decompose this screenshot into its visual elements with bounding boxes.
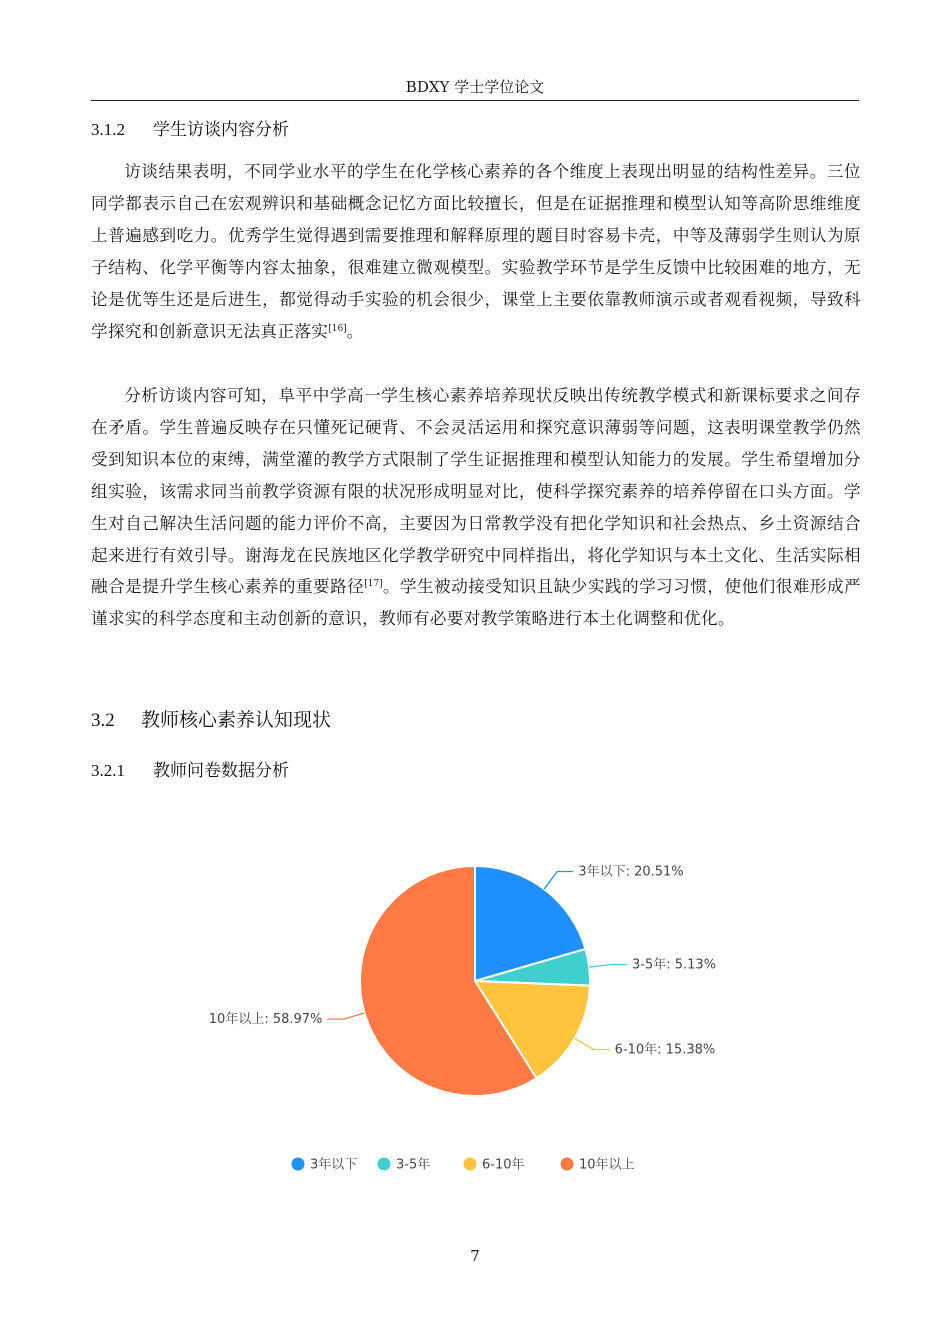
teaching-years-pie-chart: [150, 830, 800, 1190]
citation-16: [16]: [328, 323, 347, 334]
legend-label-2: 3-5年: [396, 1157, 431, 1173]
paragraph-interview-results: [91, 156, 861, 347]
paragraph-text-cont: 。学生被动接受知识且缺少实践的学习习惯，使他们很难形成严谨求实的科学态度和主动创新的意识，教师有必要对教学策略进行本土化调整和优化。: [91, 577, 861, 629]
pie-chart-svg: [150, 830, 800, 1190]
data-label-2: 3-5年: 5.13%: [632, 957, 717, 973]
section-heading-3-2-1: [91, 759, 289, 783]
paragraph-text: 分析访谈内容可知，阜平中学高一学生核心素养培养现状反映出传统教学模式和新课标要求之间存在矛盾。学生普遍反映存在只懂死记硬背、不会灵活运用和探究意识薄弱等问题，这表明课堂教学仍然受到知识本位的束缚，满堂灌的教学方式限制了学生证据推理和模型认知能力的发展。学生希望增加分组实验，该需求同当前教学资源有限的状况形成明显对比，使科学探究素养的培养停留在口头方面。学生对自己解决生活问题的能力评价不高，主要因为日常教学没有把化学知识和社会热点、乡土资源结合起来进行有效引导。谢海龙在民族地区化学教学研究中同样指出，将化学知识与本土文化、生活实际相融合是提升学生核心素养的重要路径: [91, 386, 861, 597]
legend-label-3: 6-10年: [482, 1157, 525, 1173]
legend-marker-4: [561, 1158, 574, 1171]
section-title: 学生访谈内容分析: [153, 120, 289, 140]
legend-item-3: [292, 1157, 358, 1173]
legend-label-4: 10年以上: [579, 1157, 635, 1173]
legend-item-6-10: [464, 1157, 525, 1173]
legend-marker-3: [464, 1158, 477, 1171]
legend-item-3-5: [378, 1157, 431, 1173]
section-number: 3.2.1: [91, 761, 125, 780]
section-title: 教师核心素养认知现状: [141, 709, 332, 731]
section-number: 3.2: [91, 710, 115, 731]
paragraph-end: 。: [346, 321, 364, 341]
running-header: BDXY 学士学位论文: [405, 78, 545, 96]
leader-line-2: [589, 964, 627, 967]
data-label-3: 6-10年: 15.38%: [614, 1042, 716, 1058]
leader-line-4: [327, 1013, 364, 1019]
leader-line-1: [544, 871, 573, 889]
section-heading-3-1-2: [91, 118, 289, 142]
data-label-4: 10年以上: 58.97%: [208, 1012, 323, 1028]
leader-line-3: [575, 1039, 610, 1050]
paragraph-text: 访谈结果表明，不同学业水平的学生在化学核心素养的各个维度上表现出明显的结构性差异。三位同学都表示自己在宏观辨识和基础概念记忆方面比较擅长，但是在证据推理和模型认知等高阶思维维度上普遍感到吃力。优秀学生觉得遇到需要推理和解释原理的题目时容易卡壳，中等及薄弱学生则认为原子结构、化学平衡等内容太抽象，很难建立微观模型。实验教学环节是学生反馈中比较困难的地方，无论是优等生还是后进生，都觉得动手实验的机会很少，课堂上主要依靠教师演示或者观看视频，导致科学探究和创新意识无法真正落实: [91, 162, 861, 341]
legend-item-10: [561, 1157, 635, 1173]
legend-marker-1: [292, 1158, 305, 1171]
section-title: 教师问卷数据分析: [153, 761, 289, 781]
page-number: 7: [470, 1247, 480, 1265]
legend-label-1: 3年以下: [310, 1157, 358, 1173]
section-heading-3-2: [91, 707, 331, 734]
legend-marker-2: [378, 1158, 391, 1171]
paragraph-interview-analysis: [91, 380, 861, 635]
section-number: 3.1.2: [91, 120, 125, 139]
header-rule: [91, 100, 859, 101]
data-label-1: 3年以下: 20.51%: [578, 864, 684, 880]
citation-17: [17]: [364, 579, 383, 590]
